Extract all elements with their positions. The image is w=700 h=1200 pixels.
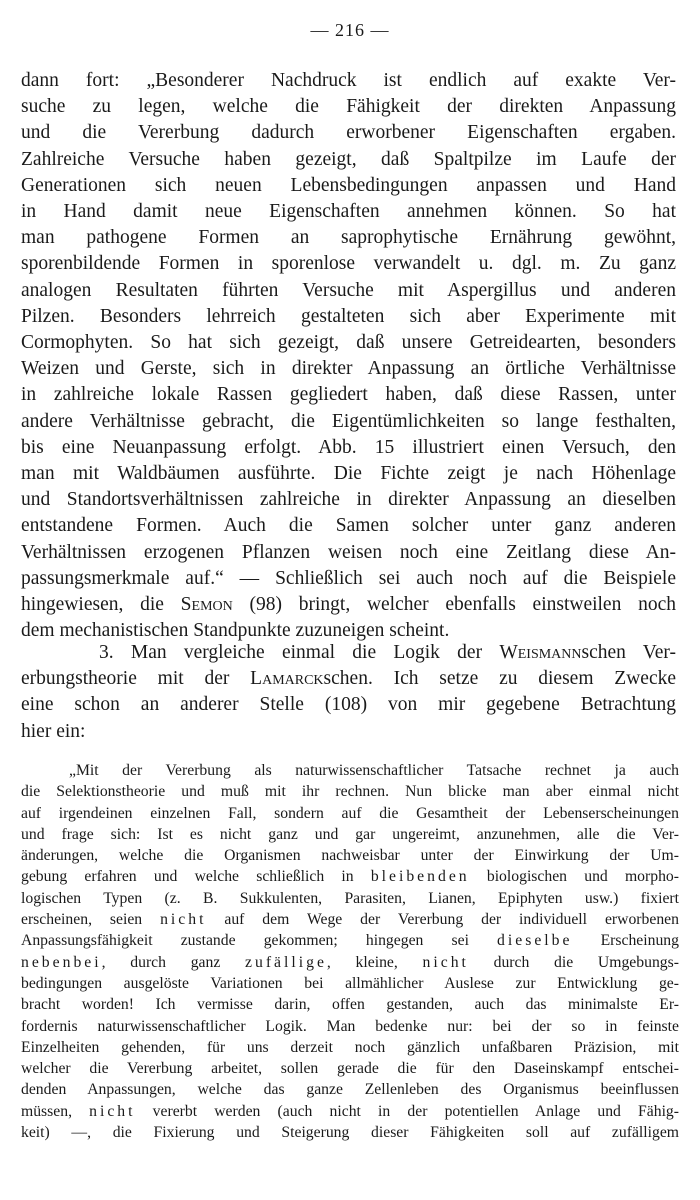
quote-line: erscheinen, seien nicht auf dem Wege der Vererbung der individuell erworbenen: [21, 911, 679, 929]
text-line: dem mechanistischen Standpunkte zuzuneigen scheint.: [21, 620, 450, 642]
author-name-semon: Semon: [180, 594, 233, 616]
text-line: eine schon an anderer Stelle (108) von mir gegebene Betrachtung: [21, 694, 676, 716]
emphasis-spaced: nicht: [160, 911, 207, 929]
quote-line: auf irgendeinen einzelnen Fall, sondern auf die Gesamtheit der Lebenserscheinungen: [21, 804, 679, 822]
text-line: Verhältnissen erzogenen Pflanzen weisen noch eine Zeitlang diese An-: [21, 541, 676, 563]
author-name-lamarck: Lamarck: [250, 668, 324, 690]
text-line: sporenbildende Formen in sporenlose verwandelt u. dgl. m. Zu ganz: [21, 253, 676, 275]
text-line: analogen Resultaten führten Versuche mit Aspergillus und anderen: [21, 279, 676, 301]
text-line: Pilzen. Besonders lehrreich gestalteten sich aber Experimente mit: [21, 305, 676, 327]
text-line: man mit Waldbäumen ausführte. Die Fichte zeigt je nach Höhenlage: [21, 463, 676, 485]
emphasis-spaced: nebenbei: [21, 953, 102, 971]
text-line: man pathogene Formen an saprophytische Ernährung gewöhnt,: [21, 227, 676, 249]
quote-line: „Mit der Vererbung als naturwissenschaftlicher Tatsache rechnet ja auch: [69, 762, 679, 779]
emphasis-spaced: nicht: [422, 953, 469, 971]
text-line: passungsmerkmale auf.“ — Schließlich sei auch noch auf die Beispiele: [21, 567, 676, 589]
quote-line: keit) —, die Fixierung und Steigerung dieser Fähigkeiten soll auf zufälligem: [21, 1124, 679, 1142]
text-line: Zahlreiche Versuche haben gezeigt, daß Spaltpilze im Laufe der: [21, 148, 676, 170]
text-line: Generationen sich neuen Lebensbedingungen anpassen und Hand: [21, 174, 676, 196]
emphasis-spaced: dieselbe: [497, 932, 573, 950]
author-name-weismann: Weismann: [499, 642, 582, 663]
emphasis-spaced: nicht: [89, 1102, 136, 1120]
quote-line: änderungen, welche die Organismen nachweisbar unter der Einwirkung der Um-: [21, 847, 679, 865]
text-line: in Hand damit neue Eigenschaften annehmen können. So hat: [21, 201, 676, 223]
text-line: erbungstheorie mit der Lamarckschen. Ich setze zu diesem Zwecke: [21, 668, 676, 690]
text-line: Weizen und Gerste, sich in direkter Anpassung an örtliche Verhältnisse: [21, 358, 676, 380]
text-line: dann fort: „Besonderer Nachdruck ist endlich auf exakte Ver-: [21, 70, 676, 91]
paragraph-2: [21, 640, 676, 745]
text-line: und die Vererbung dadurch erworbener Eigenschaften ergaben.: [21, 122, 676, 144]
quote-line: bracht worden! Ich vermisse darin, offen gestanden, auch das minimalste Er-: [21, 996, 679, 1014]
text-line: bis eine Neuanpassung erfolgt. Abb. 15 illustriert einen Versuch, den: [21, 436, 676, 458]
quote-line: gebung erfahren und welche schließlich in bleibenden biologischen und morpho-: [21, 868, 679, 886]
quote-line: nebenbei, durch ganz zufällige, kleine, nicht durch die Umgebungs-: [21, 953, 679, 971]
quote-line: Anpassungsfähigkeit zustande gekommen; hingegen sei dieselbe Erscheinung: [21, 932, 679, 950]
text-line: hier ein:: [21, 720, 86, 742]
quote-line: bedingungen ausgelöste Variationen bei allmählicher Auslese zur Entwicklung ge-: [21, 974, 679, 992]
quote-line: und frage sich: Ist es nicht ganz und gar ungereimt, anzunehmen, alle die Ver-: [21, 825, 679, 843]
text-line: und Standortsverhältnissen zahlreiche in direkter Anpassung an dieselben: [21, 489, 676, 511]
text-line: andere Verhältnisse gebracht, die Eigentümlichkeiten so lange festhalten,: [21, 410, 676, 432]
page-number: — 216 —: [310, 20, 390, 40]
text-line: entstandene Formen. Auch die Samen solcher unter ganz anderen: [21, 515, 676, 537]
emphasis-spaced: bleibenden: [370, 868, 470, 886]
text-line: 3. Man vergleiche einmal die Logik der Weismannschen Ver-: [99, 642, 676, 663]
text-line: suche zu legen, welche die Fähigkeit der direkten Anpassung: [21, 96, 676, 118]
text-line: in zahlreiche lokale Rassen gegliedert haben, daß diese Rassen, unter: [21, 384, 676, 406]
block-quote: [21, 760, 679, 1143]
text-line: Cormophyten. So hat sich gezeigt, daß unsere Getreidearten, besonders: [21, 332, 676, 354]
emphasis-spaced: zufällige: [245, 953, 327, 971]
quote-line: fordernis naturwissenschaftlicher Logik. Man bedenke nur: bei der so in feinste: [21, 1017, 679, 1035]
quote-line: welcher die Vererbung arbeitet, sollen gerade die für den Daseinskampf entschei-: [21, 1060, 679, 1078]
text-line: hingewiesen, die Semon (98) bringt, welcher ebenfalls einstweilen noch: [21, 594, 676, 616]
quote-line: denden Anpassungen, welche das ganze Zellenleben des Organismus beeinflussen: [21, 1081, 679, 1099]
quote-line: Einzelheiten gehenden, für uns derzeit noch gänzlich unfaßbaren Präzision, mit: [21, 1038, 679, 1056]
quote-line: logischen Typen (z. B. Sukkulenten, Parasiten, Lianen, Epiphyten usw.) fixiert: [21, 889, 679, 907]
quote-line: müssen, nicht vererbt werden (auch nicht in der potentiellen Anlage und Fähig-: [21, 1102, 679, 1120]
quote-line: die Selektionstheorie und muß mit ihr rechnen. Nun blicke man aber einmal nicht: [21, 783, 679, 801]
paragraph-1: [21, 68, 676, 644]
